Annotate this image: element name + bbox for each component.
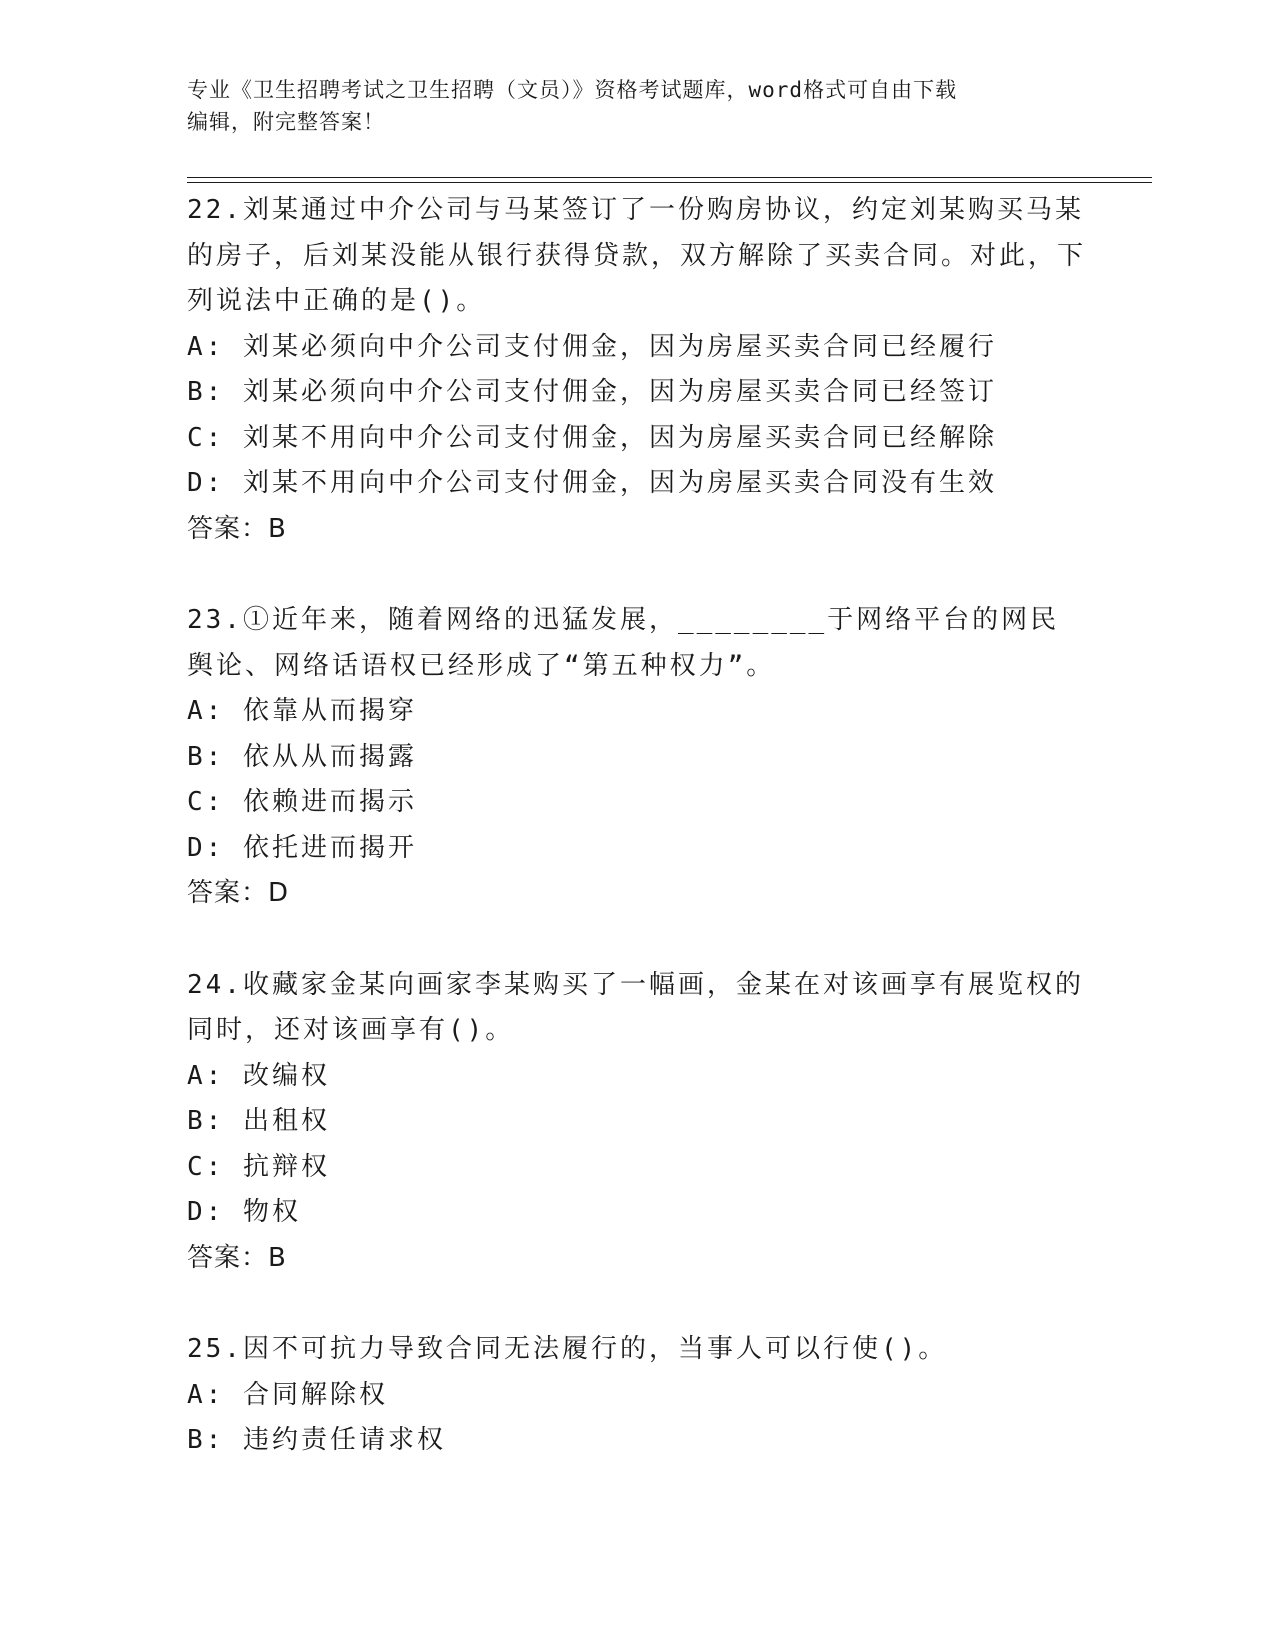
option-d: D: 物权 [187,1197,301,1227]
question-22 [187,188,1087,552]
answer-label: 答案：B [187,1242,287,1273]
option-b: B: 刘某必须向中介公司支付佣金，因为房屋买卖合同已经签订 [187,377,997,407]
header-intro-line-2: 编辑，附完整答案！ [187,110,385,134]
option-b: B: 出租权 [187,1106,330,1136]
option-a: A: 依靠从而揭穿 [187,696,417,726]
header-divider-bottom [187,182,1152,183]
answer-label: 答案：B [187,513,287,544]
option-b: B: 依从从而揭露 [187,741,417,772]
question-23 [187,598,1087,917]
document-header [187,74,1087,138]
option-c: C: 抗辩权 [187,1151,330,1182]
question-25 [187,1327,1087,1464]
option-a: A: 改编权 [187,1060,330,1091]
option-d: D: 刘某不用向中介公司支付佣金，因为房屋买卖合同没有生效 [187,468,997,498]
option-c: C: 刘某不用向中介公司支付佣金，因为房屋买卖合同已经解除 [187,422,997,453]
answer-label: 答案：D [187,878,290,908]
question-24 [187,963,1087,1282]
header-intro-line-1: 专业《卫生招聘考试之卫生招聘（文员）》资格考试题库，word格式可自由下载 [187,78,958,102]
option-d: D: 依托进而揭开 [187,832,417,863]
header-divider-top [187,177,1152,178]
option-c: C: 依赖进而揭示 [187,787,417,817]
question-list [187,188,1087,1510]
question-stem: 24.收藏家金某向画家李某购买了一幅画，金某在对该画享有展览权的同时，还对该画享有()。 [187,969,1084,1045]
question-stem: 23.①近年来，随着网络的迅猛发展，________于网络平台的网民舆论、网络话语权已经形成了“第五种权力”。 [187,605,1060,681]
option-a: A: 刘某必须向中介公司支付佣金，因为房屋买卖合同已经履行 [187,331,997,362]
question-stem: 25.因不可抗力导致合同无法履行的，当事人可以行使()。 [187,1334,948,1364]
question-stem: 22.刘某通过中介公司与马某签订了一份购房协议，约定刘某购买马某的房子，后刘某没能从银行获得贷款，双方解除了买卖合同。对此，下列说法中正确的是()。 [187,195,1087,316]
option-b: B: 违约责任请求权 [187,1425,446,1455]
option-a: A: 合同解除权 [187,1379,388,1410]
